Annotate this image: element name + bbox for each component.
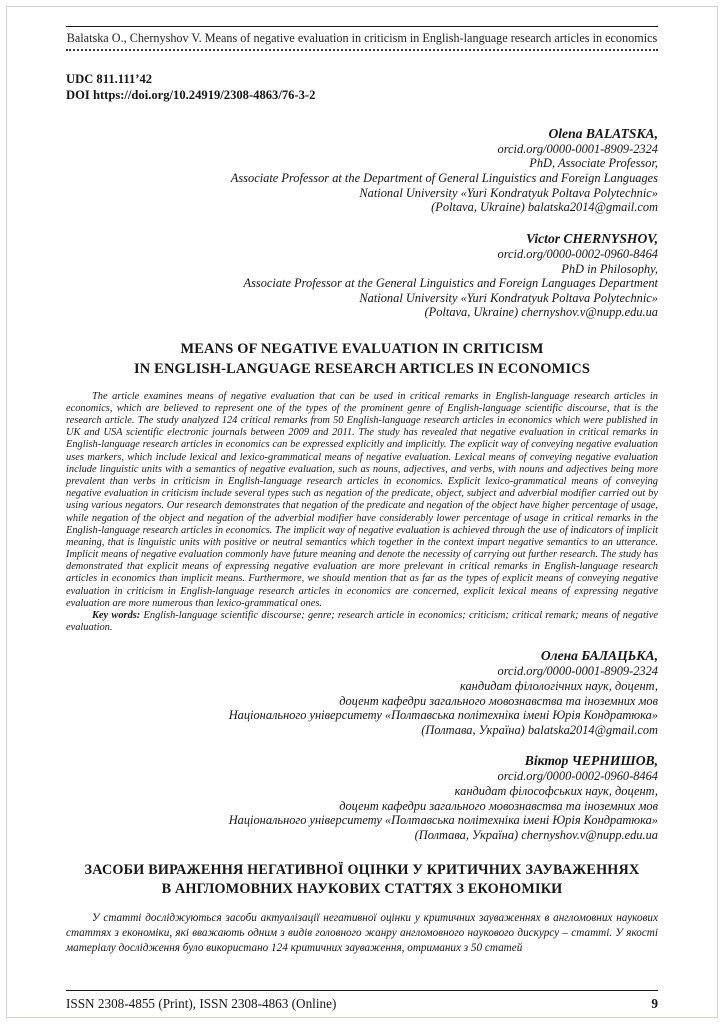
author-block-chernyshov-en <box>66 231 658 320</box>
author-orcid: orcid.org/0000-0002-0960-8464 <box>497 769 658 784</box>
author-contact: (Полтава, Україна) balatska2014@gmail.com <box>421 722 658 737</box>
footer-rule <box>66 990 658 991</box>
author-position: доцент кафедри загального мовознавства та іноземних мов <box>339 693 658 708</box>
title-line-2: IN ENGLISH-LANGUAGE RESEARCH ARTICLES IN ECONOMICS <box>133 360 591 377</box>
article-meta <box>66 71 658 104</box>
header-dotted-rule <box>66 49 658 51</box>
author-contact: (Полтава, Україна) chernyshov.v@nupp.edu.ua <box>414 827 658 842</box>
author-block-balatska-uk <box>66 648 658 737</box>
author-position: Associate Professor at the General Linguistics and Foreign Languages Department <box>243 276 658 291</box>
footer-row <box>66 996 658 1012</box>
article-title-en <box>66 340 658 380</box>
author-contact: (Poltava, Ukraine) balatska2014@gmail.com <box>431 200 658 215</box>
udc-code: UDC 811.111’42 <box>66 72 153 86</box>
page-footer <box>66 990 658 1012</box>
author-name: Віктор ЧЕРНИШОВ, <box>524 753 658 769</box>
author-affiliation: Національного університету «Полтавська політехніка імені Юрія Кондратюка» <box>228 813 658 828</box>
author-name: Victor CHERNYSHOV, <box>526 230 658 246</box>
authors-uk <box>66 648 658 842</box>
author-degree: кандидат філософських наук, доцент, <box>454 784 658 799</box>
author-name: Olena BALATSKA, <box>548 125 658 141</box>
author-contact: (Poltava, Ukraine) chernyshov.v@nupp.edu.ua <box>424 305 658 320</box>
author-block-chernyshov-uk <box>66 753 658 842</box>
keywords-text: English-language scientific discourse; genre; research article in economics; criticism; critical remark; means of negative evaluation. <box>66 609 658 634</box>
page-header <box>66 26 658 51</box>
author-orcid: orcid.org/0000-0001-8909-2324 <box>497 664 658 679</box>
author-affiliation: Національного університету «Полтавська політехніка імені Юрія Кондратюка» <box>228 708 658 723</box>
author-degree: PhD in Philosophy, <box>561 261 658 276</box>
author-position: доцент кафедри загального мовознавства та іноземних мов <box>339 798 658 813</box>
author-orcid: orcid.org/0000-0002-0960-8464 <box>497 246 658 261</box>
author-name: Олена БАЛАЦЬКА, <box>540 648 658 664</box>
author-affiliation: National University «Yuri Kondratyuk Poltava Polytechnic» <box>359 185 658 200</box>
keywords-label: Key words: <box>92 609 141 621</box>
authors-en <box>66 126 658 320</box>
author-affiliation: National University «Yuri Kondratyuk Poltava Polytechnic» <box>359 290 658 305</box>
doi-link: DOI https://doi.org/10.24919/2308-4863/76-3-2 <box>66 88 316 103</box>
title-line-1: MEANS OF NEGATIVE EVALUATION IN CRITICISM <box>180 341 544 358</box>
abstract-uk: У статті досліджуються засоби актуалізації негативної оцінки у критичних зауваженнях в англомовних наукових статтях з економіки, які вважають одним з видів головного жанру англомовного наукового дискурсу – статті. У якості матеріалу дослідження було використано 124 критичних зауваження, отриманих з 50 статей <box>66 911 658 954</box>
issn-line: ISSN 2308-4855 (Print), ISSN 2308-4863 (Online) <box>66 996 337 1011</box>
article-title-uk <box>66 861 658 900</box>
page-number: 9 <box>651 996 658 1011</box>
title-uk-line-2: В АНГЛОМОВНИХ НАУКОВИХ СТАТТЯХ З ЕКОНОМІКИ <box>161 881 563 898</box>
author-degree: PhD, Associate Professor, <box>529 156 658 171</box>
author-position: Associate Professor at the Department of General Linguistics and Foreign Languages <box>230 171 658 185</box>
author-orcid: orcid.org/0000-0001-8909-2324 <box>497 141 658 156</box>
title-uk-line-1: ЗАСОБИ ВИРАЖЕННЯ НЕГАТИВНОЇ ОЦІНКИ У КРИТИЧНИХ ЗАУВАЖЕННЯХ <box>84 861 640 878</box>
abstract-en: The article examines means of negative evaluation that can be used in critical remarks in English-language research articles in economics, which are believed to represent one of the types of the prominent genre of English-language scientific discourse, that is the research article. The study analyzed 124 critical remarks from 50 English-language research articles in economics which were published in UK and USA scientific electronic journals between 2009 and 2011. The study has revealed that negative evaluation in critical remarks in English-language research articles in economics can be expressed explicitly and implicitly. The explicit way of conveying negative evaluation uses markers, which include lexical and lexico-grammatical means of negative evaluation. Lexical means of conveying negative evaluation include linguistic units with a semantics of negative evaluation, such as nouns, adjectives, and verbs, with nouns and adjectives being more prevalent than verbs in criticism in English-language research articles in economics. Explicit lexico-grammatical means of conveying negative evaluation in criticism include several types such as negation of the predicate, object, subject and adverbial modifier carried out by using various negators. Our research demonstrates that negation of the predicate and negation of the object have higher percentage of usage, while negation of the object and negation of the adverbial modifier have considerably lower percentage of usage in critical remarks in the English-language research articles in economics. The implicit way of negative evaluation is achieved through the use of indicators of implicit meaning, that is linguistic units with positive or neutral semantics which together in the context impart negative semantics to an utterance. Implicit means of negative evaluation commonly have future meaning and denote the necessity of carrying out further research. The study has demonstrated that explicit means of expressing negative evaluation are more prelevant in critical remarks in English-language research articles in economics than implicit means. Furthermore, we should mention that as far as the types of explicit means of conveying negative evaluation in criticism in English-language research articles in economics are concerned, explicit lexical means of expressing negative evaluation are more numerous than lexico-grammatical ones. <box>66 390 658 609</box>
keywords-en <box>66 610 658 634</box>
running-head: Balatska O., Chernyshov V. Means of negative evaluation in criticism in English-language research articles in economics <box>66 31 658 45</box>
author-degree: кандидат філологічних наук, доцент, <box>460 678 658 693</box>
author-block-balatska-en <box>66 126 658 215</box>
